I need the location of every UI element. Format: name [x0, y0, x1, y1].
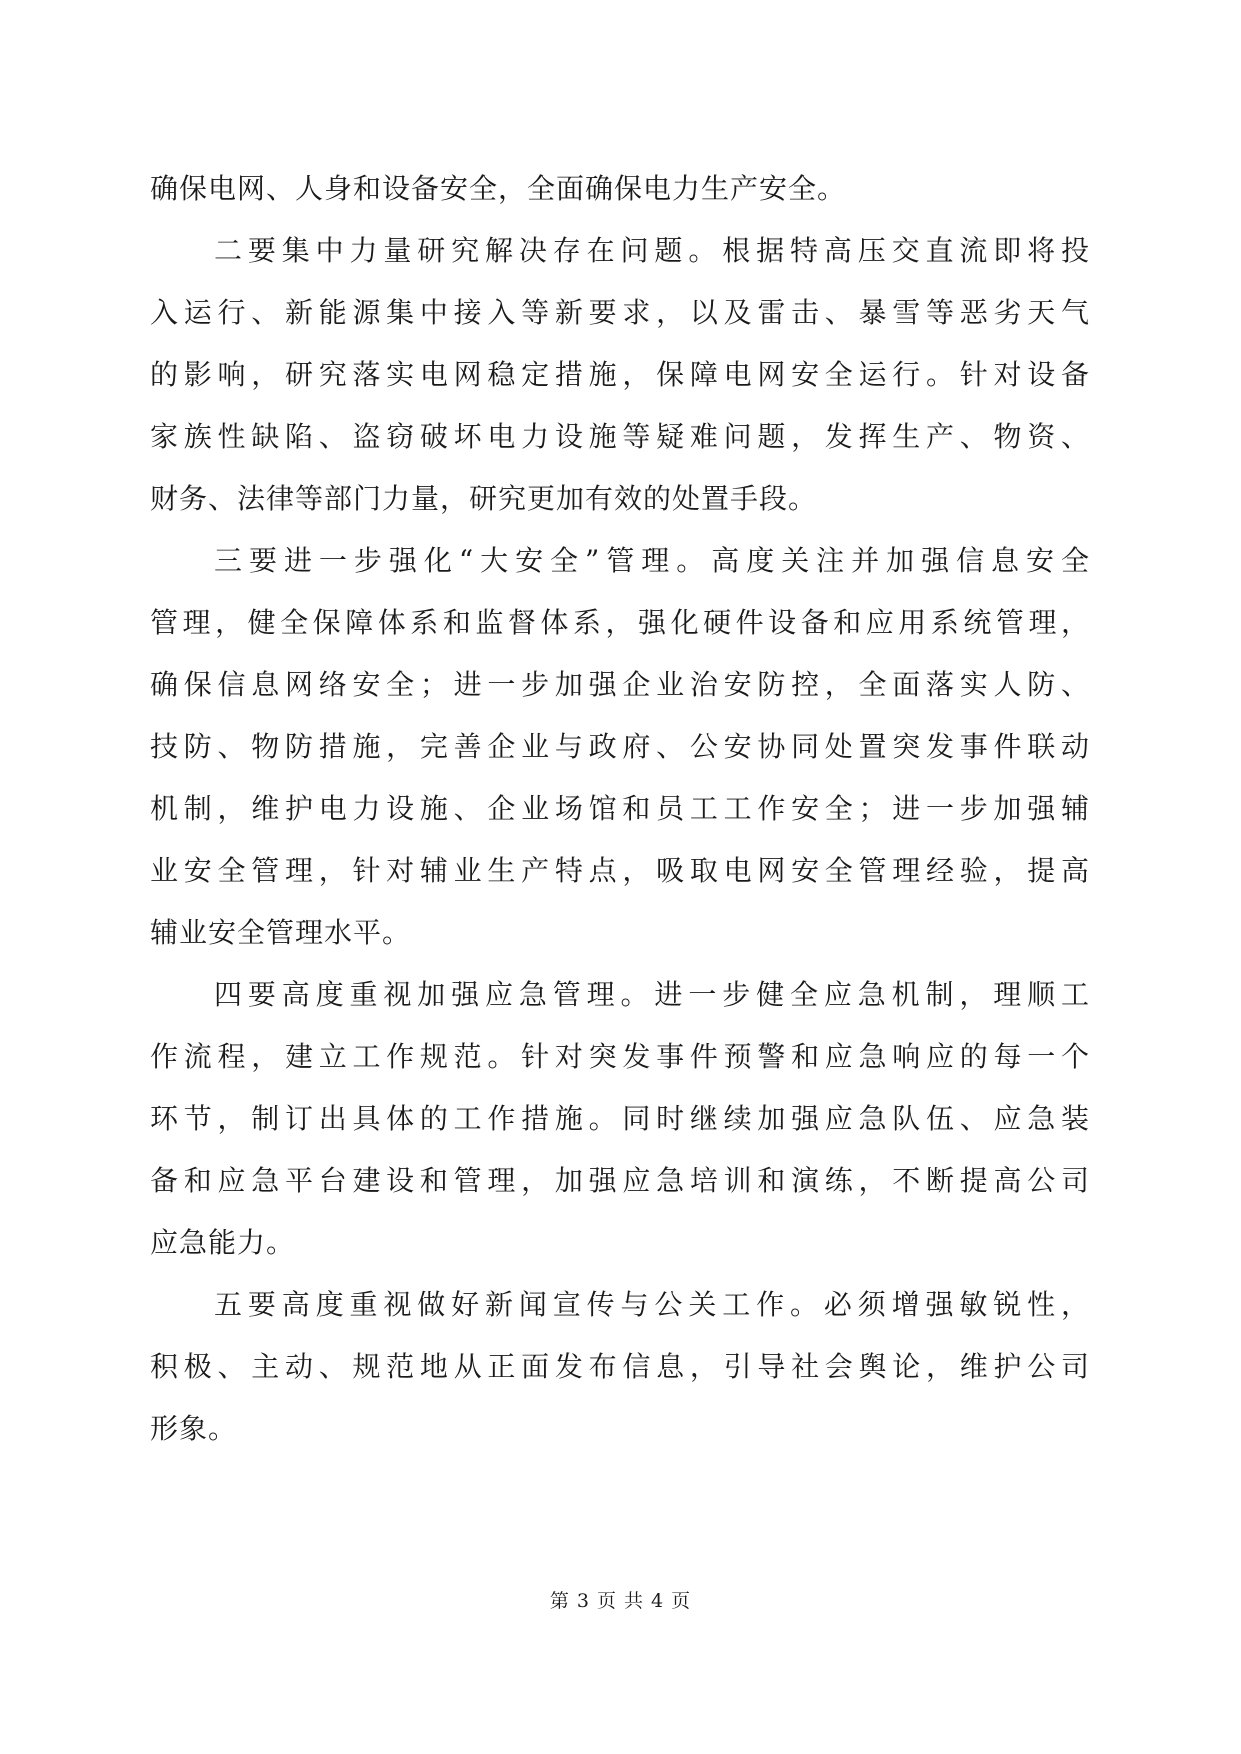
text-line: 作流程，建立工作规范。针对突发事件预警和应急响应的每一个 — [150, 1040, 1090, 1073]
text-line: 确保电网、人身和设备安全，全面确保电力生产安全。 — [150, 172, 847, 205]
text-line: 技防、物防措施，完善企业与政府、公安协同处置突发事件联动 — [150, 730, 1090, 763]
text-line: 家族性缺陷、盗窃破坏电力设施等疑难问题，发挥生产、物资、 — [150, 420, 1090, 453]
paragraph-3-start: 三要进一步强化“大安全”管理。高度关注并加强信息安全 — [214, 544, 1090, 577]
text-line: 形象。 — [150, 1412, 238, 1445]
text-line: 环节，制订出具体的工作措施。同时继续加强应急队伍、应急装 — [150, 1102, 1090, 1135]
page-footer: 第 3 页 共 4 页 — [549, 1590, 692, 1612]
document-body — [150, 158, 1090, 1460]
paragraph-2-start: 二要集中力量研究解决存在问题。根据特高压交直流即将投 — [214, 234, 1090, 267]
text-line: 业安全管理，针对辅业生产特点，吸取电网安全管理经验，提高 — [150, 854, 1090, 887]
text-line: 的影响，研究落实电网稳定措施，保障电网安全运行。针对设备 — [150, 358, 1090, 391]
text-line: 财务、法律等部门力量，研究更加有效的处置手段。 — [150, 482, 818, 515]
text-line: 应急能力。 — [150, 1226, 296, 1259]
paragraph-4-start: 四要高度重视加强应急管理。进一步健全应急机制，理顺工 — [214, 978, 1090, 1011]
text-line: 备和应急平台建设和管理，加强应急培训和演练，不断提高公司 — [150, 1164, 1090, 1197]
text-line: 入运行、新能源集中接入等新要求，以及雷击、暴雪等恶劣天气 — [150, 296, 1090, 329]
text-line: 确保信息网络安全；进一步加强企业治安防控，全面落实人防、 — [150, 668, 1090, 701]
paragraph-5-start: 五要高度重视做好新闻宣传与公关工作。必须增强敏锐性， — [214, 1288, 1090, 1321]
text-line: 机制，维护电力设施、企业场馆和员工工作安全；进一步加强辅 — [150, 792, 1090, 825]
text-line: 积极、主动、规范地从正面发布信息，引导社会舆论，维护公司 — [150, 1350, 1090, 1383]
text-line: 辅业安全管理水平。 — [150, 916, 412, 949]
text-line: 管理，健全保障体系和监督体系，强化硬件设备和应用系统管理， — [150, 606, 1090, 639]
